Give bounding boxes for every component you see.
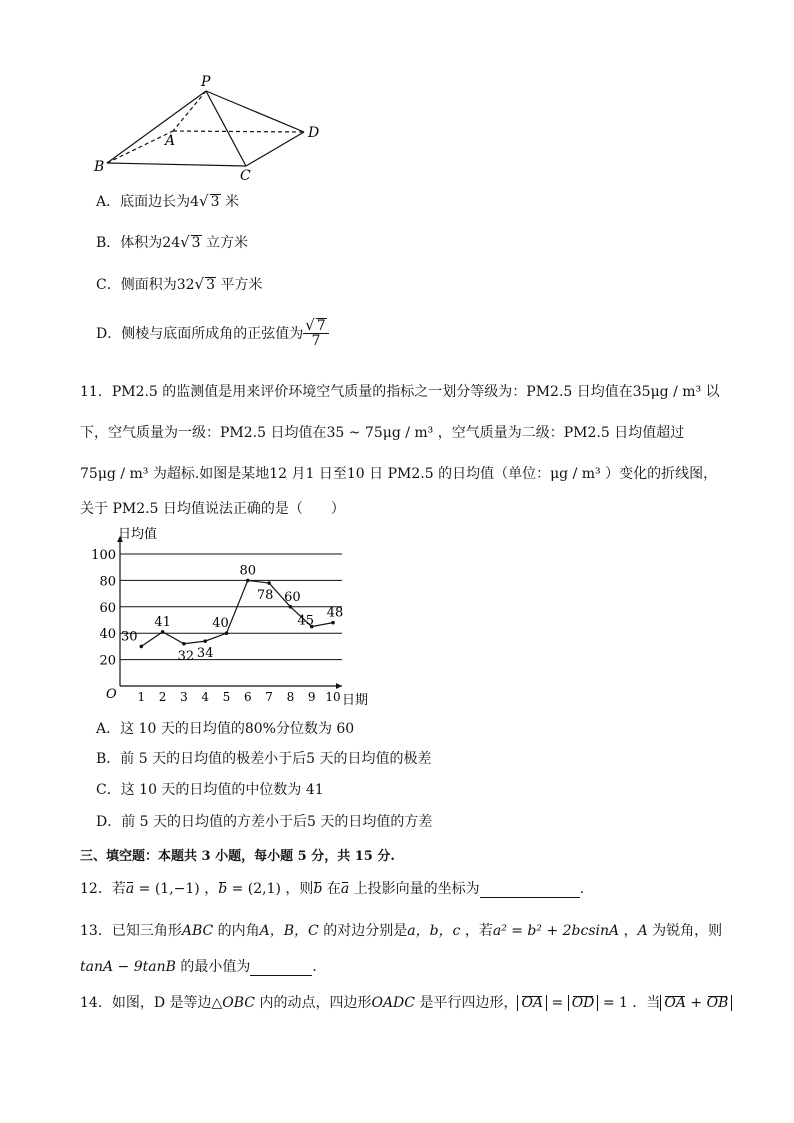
edge-CD	[246, 132, 304, 166]
label-A: A	[165, 133, 176, 149]
q11-option-b: B．前 5 天的日均值的极差小于后5 天的日均值的极差	[96, 751, 432, 767]
edge-PD	[206, 91, 304, 132]
x-tick-label: 4	[201, 690, 210, 704]
data-label: 30	[121, 629, 138, 645]
q12-line: 12．若a = (1,−1) ，b = (2,1) ，则b 在a 上投影向量的坐标为 .	[80, 881, 585, 897]
data-label: 78	[256, 588, 274, 604]
x-axis-label: 日期	[342, 693, 369, 708]
x-tick-label: 7	[265, 690, 273, 704]
data-point	[161, 630, 165, 634]
label-P: P	[201, 74, 211, 90]
abs-od: OD	[568, 995, 599, 1011]
q10-option-a: A．底面边长为4√ 3 米	[96, 192, 239, 210]
x-tick-label: 10	[325, 690, 341, 704]
y-tick-label: 80	[99, 574, 116, 590]
vector-b-ref: b	[313, 881, 323, 897]
answer-blank-13[interactable]	[250, 961, 312, 976]
q11-line3: 75μg / m³ 为超标.如图是某地12 月1 日至10 日 PM2.5 的日均值（单位：μg / m³ ）变化的折线图，	[80, 466, 718, 482]
edge-BC	[107, 163, 246, 166]
q10-option-b: B．体积为24√ 3 立方米	[96, 233, 249, 251]
data-label: 40	[212, 616, 229, 632]
edge-PC	[206, 91, 246, 166]
x-tick-label: 3	[180, 690, 188, 704]
q11-line1: 11．PM2.5 的监测值是用来评价环境空气质量的指标之一划分等级为：PM2.5 日均值在35μg / m³ 以	[80, 384, 720, 400]
vector-a: a	[125, 881, 135, 897]
data-label: 48	[326, 605, 344, 621]
q10-option-d: D．侧棱与底面所成角的正弦值为 $\frac{√ 7}{7}$	[96, 318, 329, 348]
x-tick-label: 6	[243, 690, 252, 704]
edge-AD	[173, 131, 304, 132]
data-label: 45	[297, 613, 314, 629]
x-tick-label: 2	[158, 690, 167, 704]
x-tick-label: 9	[307, 690, 316, 704]
fraction-sqrt7-over-7: $\frac{√ 7}{7}$	[303, 318, 328, 348]
data-point	[246, 579, 250, 583]
vector-a-ref: a	[340, 881, 350, 897]
q11-line4: 关于 PM2.5 日均值说法正确的是（ ）	[80, 501, 345, 517]
q10-option-c: C．侧面积为32√ 3 平方米	[96, 275, 263, 293]
label-D: D	[308, 125, 320, 141]
data-label: 41	[154, 614, 171, 630]
edge-BA	[107, 131, 176, 163]
pyramid-figure	[90, 70, 330, 182]
y-tick-label: 60	[99, 600, 116, 616]
q14-line: 14．如图，D 是等边△OBC 内的动点，四边形OADC 是平行四边形， OA = OD = 1 ．当 OA + OB	[80, 992, 732, 1012]
data-label: 60	[284, 589, 301, 605]
data-point	[140, 645, 144, 649]
data-point	[225, 631, 229, 635]
y-axis-label: 日均值	[118, 527, 158, 542]
x-axis-arrow	[336, 683, 342, 689]
x-tick-label: 8	[286, 690, 295, 704]
q13-line2: tanA − 9tanB 的最小值为 .	[80, 959, 317, 975]
section3-heading: 三、填空题：本题共 3 小题，每小题 5 分，共 15 分.	[80, 849, 395, 864]
edge-PB	[107, 91, 206, 163]
abs-oa: OA	[517, 995, 547, 1011]
q11-option-a: A．这 10 天的日均值的80%分位数为 60	[96, 721, 355, 737]
y-tick-label: 20	[99, 653, 116, 669]
q11-line2: 下，空气质量为一级：PM2.5 日均值在35 ~ 75μg / m³ ，空气质量为二级：PM2.5 日均值超过	[80, 425, 685, 441]
abs-oa-plus-ob: OA + OB	[660, 995, 732, 1011]
label-B: B	[94, 159, 105, 175]
x-tick-label: 5	[222, 690, 231, 704]
pm25-line-chart	[91, 520, 386, 710]
data-label: 32	[177, 648, 195, 664]
y-tick-label: 100	[91, 548, 116, 563]
label-C: C	[240, 168, 251, 184]
q11-option-c: C．这 10 天的日均值的中位数为 41	[96, 782, 324, 798]
q13-line1: 13．已知三角形ABC 的内角A，B，C 的对边分别是a，b，c ，若a² = b² + 2bcsinA ，A 为锐角，则	[80, 923, 723, 939]
answer-blank-12[interactable]	[480, 883, 580, 898]
data-label: 34	[196, 646, 214, 662]
data-label: 80	[239, 563, 257, 579]
y-tick-label: 40	[99, 627, 116, 643]
x-tick-label: 1	[137, 690, 146, 704]
origin-label: O	[106, 687, 117, 702]
data-point	[289, 605, 293, 609]
data-point	[203, 639, 207, 643]
data-point	[331, 621, 335, 625]
vector-b: b	[218, 881, 228, 897]
q11-option-d: D．前 5 天的日均值的方差小于后5 天的日均值的方差	[96, 814, 433, 830]
data-point	[267, 581, 271, 585]
data-point	[182, 642, 186, 646]
